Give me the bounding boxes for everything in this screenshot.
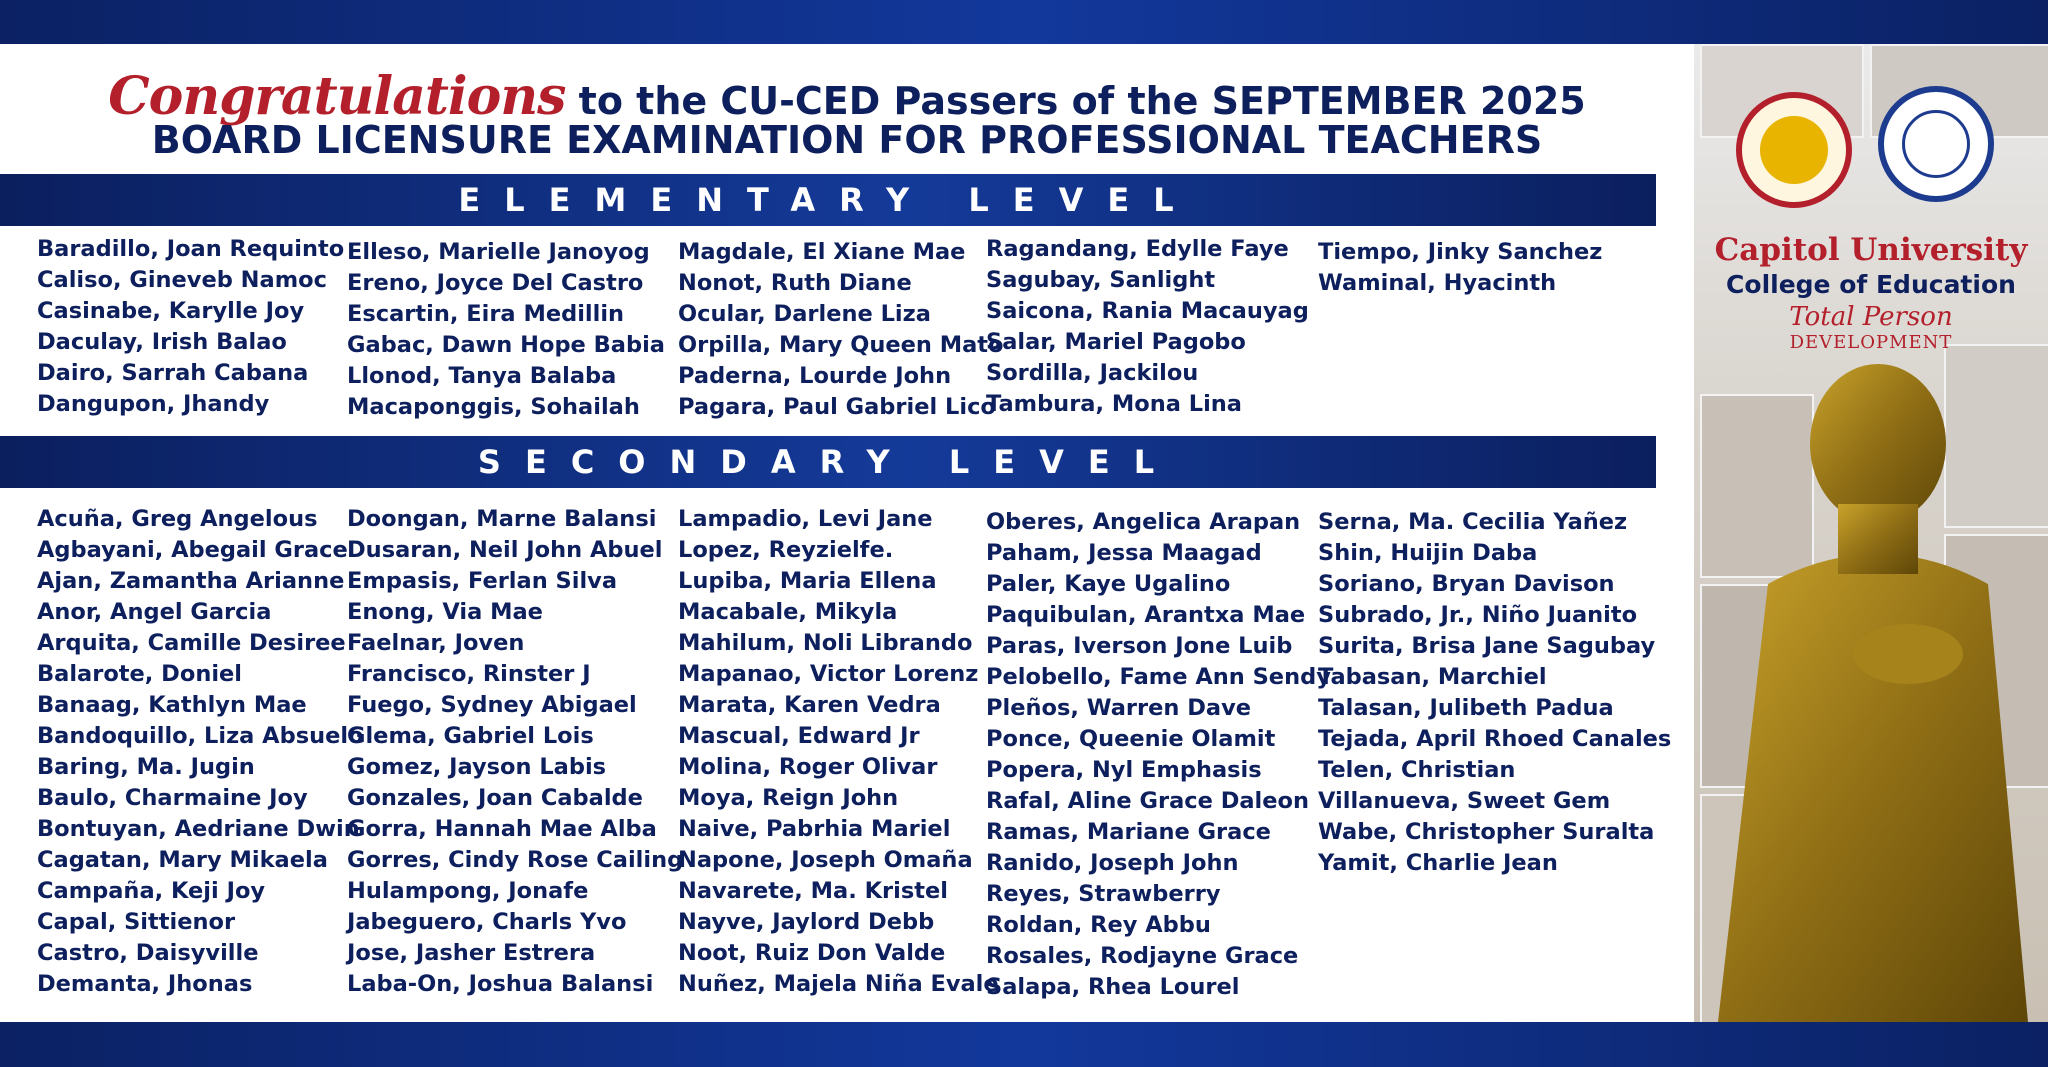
passer-name: Oberes, Angelica Arapan [986, 509, 1301, 535]
passer-name: Orpilla, Mary Queen Mato [678, 332, 1004, 358]
passer-name: Telen, Christian [1318, 757, 1516, 783]
passer-name: Nayve, Jaylord Debb [678, 909, 935, 935]
passer-name: Arquita, Camille Desiree [37, 630, 346, 656]
passer-name: Sordilla, Jackilou [986, 360, 1199, 386]
passer-name: Bandoquillo, Liza Absuelo [37, 723, 364, 749]
secondary-column-3 [678, 504, 999, 1000]
passer-name: Ocular, Darlene Liza [678, 301, 931, 327]
elementary-column-3 [678, 237, 1004, 423]
passer-name: Mapanao, Victor Lorenz [678, 661, 979, 687]
passer-name: Sagubay, Sanlight [986, 267, 1216, 293]
passer-name: Glema, Gabriel Lois [347, 723, 594, 749]
title-line-1-text: to the CU-CED Passers of the SEPTEMBER 2025 [565, 79, 1586, 123]
passer-name: Ragandang, Edylle Faye [986, 236, 1289, 262]
bottom-banner-band [0, 1022, 2048, 1067]
passer-name: Magdale, El Xiane Mae [678, 239, 966, 265]
passer-name: Paderna, Lourde John [678, 363, 952, 389]
passer-name: Ranido, Joseph John [986, 850, 1239, 876]
passer-name: Shin, Huijin Daba [1318, 540, 1538, 566]
passer-name: Gorra, Hannah Mae Alba [347, 816, 657, 842]
bronze-statue-image [1708, 354, 2038, 1022]
passer-name: Serna, Ma. Cecilia Yañez [1318, 509, 1628, 535]
passer-name: Paham, Jessa Maagad [986, 540, 1262, 566]
passer-name: Roldan, Rey Abbu [986, 912, 1211, 938]
passer-name: Faelnar, Joven [347, 630, 525, 656]
tagline-total-person: Total Person [1789, 302, 1953, 332]
passer-name: Llonod, Tanya Balaba [347, 363, 617, 389]
passer-name: Tabasan, Marchiel [1318, 664, 1547, 690]
passer-name: Naive, Pabrhia Mariel [678, 816, 951, 842]
elementary-column-2 [347, 237, 665, 423]
elementary-column-4 [986, 234, 1309, 420]
passer-name: Gabac, Dawn Hope Babia [347, 332, 665, 358]
passer-name: Nonot, Ruth Diane [678, 270, 912, 296]
passer-name: Mascual, Edward Jr [678, 723, 920, 749]
passer-name: Escartin, Eira Medillin [347, 301, 625, 327]
passer-name: Agbayani, Abegail Grace [37, 537, 348, 563]
passer-name: Tambura, Mona Lina [986, 391, 1242, 417]
passer-name: Macabale, Mikyla [678, 599, 898, 625]
passer-name: Fuego, Sydney Abigael [347, 692, 637, 718]
passer-name: Gonzales, Joan Cabalde [347, 785, 643, 811]
title-line-2: BOARD LICENSURE EXAMINATION FOR PROFESSIONAL TEACHERS [151, 118, 1543, 162]
passer-name: Moya, Reign John [678, 785, 899, 811]
passer-name: Lampadio, Levi Jane [678, 506, 933, 532]
passer-name: Rafal, Aline Grace Daleon [986, 788, 1310, 814]
passer-name: Mahilum, Noli Librando [678, 630, 973, 656]
top-banner-band [0, 0, 2048, 44]
passer-name: Caliso, Gineveb Namoc [37, 267, 327, 293]
secondary-column-1 [37, 504, 364, 1000]
passer-name: Villanueva, Sweet Gem [1318, 788, 1611, 814]
elementary-column-1 [37, 234, 344, 420]
secondary-column-2 [347, 504, 683, 1000]
passer-name: Pelobello, Fame Ann Sendy [986, 664, 1331, 690]
passer-name: Napone, Joseph Omaña [678, 847, 973, 873]
passer-name: Casinabe, Karylle Joy [37, 298, 305, 324]
passer-name: Empasis, Ferlan Silva [347, 568, 618, 594]
passer-name: Soriano, Bryan Davison [1318, 571, 1615, 597]
elementary-column-5 [1318, 237, 1602, 299]
passer-name: Dangupon, Jhandy [37, 391, 270, 417]
main-panel [0, 44, 1694, 1022]
passer-name: Dairo, Sarrah Cabana [37, 360, 309, 386]
passer-name: Ramas, Mariane Grace [986, 819, 1271, 845]
passer-name: Molina, Roger Olivar [678, 754, 938, 780]
passer-name: Francisco, Rinster J [347, 661, 591, 687]
passer-name: Campaña, Keji Joy [37, 878, 266, 904]
passer-name: Elleso, Marielle Janoyog [347, 239, 650, 265]
passer-name: Saicona, Rania Macauyag [986, 298, 1309, 324]
passer-name: Gorres, Cindy Rose Cailing [347, 847, 684, 873]
secondary-level-banner: SECONDARY LEVEL [0, 436, 1656, 488]
secondary-column-4 [986, 507, 1331, 1003]
passer-name: Baradillo, Joan Requinto [37, 236, 345, 262]
passer-name: Ereno, Joyce Del Castro [347, 270, 644, 296]
congratulations-script: Congratulations [108, 66, 566, 127]
passer-name: Macaponggis, Sohailah [347, 394, 640, 420]
passer-name: Demanta, Jhonas [37, 971, 253, 997]
passer-name: Salar, Mariel Pagobo [986, 329, 1246, 355]
passer-name: Hulampong, Jonafe [347, 878, 589, 904]
university-name: Capitol University [1714, 232, 2028, 268]
passer-name: Paras, Iverson Jone Luib [986, 633, 1293, 659]
passer-name: Pagara, Paul Gabriel Lico [678, 394, 996, 420]
passer-name: Enong, Via Mae [347, 599, 543, 625]
passer-name: Castro, Daisyville [37, 940, 259, 966]
passer-name: Popera, Nyl Emphasis [986, 757, 1262, 783]
passer-name: Balarote, Doniel [37, 661, 243, 687]
passer-name: Ponce, Queenie Olamit [986, 726, 1276, 752]
passer-name: Bontuyan, Aedriane Dwin [37, 816, 360, 842]
passer-name: Doongan, Marne Balansi [347, 506, 657, 532]
passer-name: Cagatan, Mary Mikaela [37, 847, 328, 873]
passer-name: Jabeguero, Charls Yvo [347, 909, 627, 935]
sidebar-panel [1694, 44, 2048, 1022]
passer-name: Baring, Ma. Jugin [37, 754, 255, 780]
passer-name: Banaag, Kathlyn Mae [37, 692, 307, 718]
passer-name: Jose, Jasher Estrera [347, 940, 596, 966]
passer-name: Tiempo, Jinky Sanchez [1318, 239, 1603, 265]
seal-emblem-icon [1902, 110, 1970, 178]
passer-name: Subrado, Jr., Niño Juanito [1318, 602, 1638, 628]
passer-name: Rosales, Rodjayne Grace [986, 943, 1299, 969]
tagline-development: DEVELOPMENT [1789, 332, 1953, 353]
passer-name: Daculay, Irish Balao [37, 329, 287, 355]
passer-name: Lupiba, Maria Ellena [678, 568, 937, 594]
college-name: College of Education [1726, 270, 2016, 299]
passer-name: Anor, Angel Garcia [37, 599, 272, 625]
passer-name: Talasan, Julibeth Padua [1318, 695, 1614, 721]
passer-name: Reyes, Strawberry [986, 881, 1221, 907]
elementary-level-banner: ELEMENTARY LEVEL [0, 174, 1656, 226]
seal-emblem-icon [1760, 116, 1828, 184]
passer-name: Surita, Brisa Jane Sagubay [1318, 633, 1656, 659]
passer-name: Ajan, Zamantha Arianne [37, 568, 345, 594]
passer-name: Paquibulan, Arantxa Mae [986, 602, 1306, 628]
passer-name: Yamit, Charlie Jean [1318, 850, 1558, 876]
passer-name: Noot, Ruiz Don Valde [678, 940, 946, 966]
secondary-column-5 [1318, 507, 1671, 879]
passer-name: Wabe, Christopher Suralta [1318, 819, 1655, 845]
passer-name: Salapa, Rhea Lourel [986, 974, 1240, 1000]
passer-name: Laba-On, Joshua Balansi [347, 971, 654, 997]
passer-name: Pleños, Warren Dave [986, 695, 1252, 721]
passer-name: Tejada, April Rhoed Canales [1318, 726, 1672, 752]
passer-name: Acuña, Greg Angelous [37, 506, 318, 532]
passer-name: Baulo, Charmaine Joy [37, 785, 308, 811]
passer-name: Lopez, Reyzielfe. [678, 537, 894, 563]
passer-name: Navarete, Ma. Kristel [678, 878, 948, 904]
passer-name: Marata, Karen Vedra [678, 692, 941, 718]
passer-name: Waminal, Hyacinth [1318, 270, 1557, 296]
capitol-university-seal-icon [1736, 92, 1852, 208]
passer-name: Nuñez, Majela Niña Evale [678, 971, 999, 997]
passer-name: Dusaran, Neil John Abuel [347, 537, 663, 563]
college-of-education-seal-icon [1878, 86, 1994, 202]
passer-name: Capal, Sittienor [37, 909, 236, 935]
passer-name: Gomez, Jayson Labis [347, 754, 607, 780]
passer-name: Paler, Kaye Ugalino [986, 571, 1231, 597]
